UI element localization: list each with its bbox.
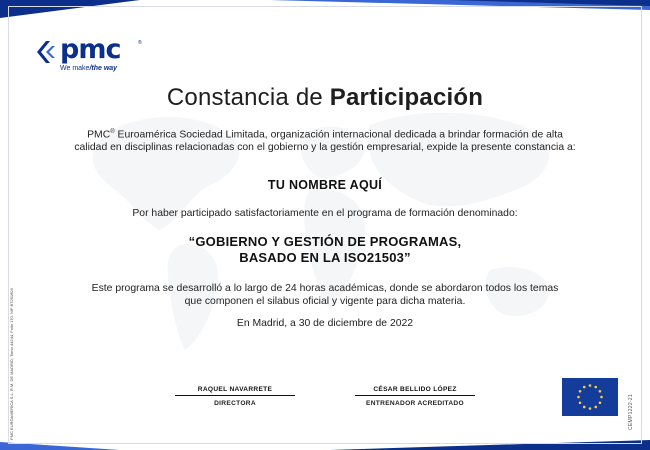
logo-tagline — [60, 65, 117, 72]
recipient-name: TU NOMBRE AQUÍ — [267, 178, 383, 192]
signature-block-trainer — [355, 386, 475, 407]
title-part-2: Participación — [329, 84, 484, 111]
intro-text: Euroamérica Sociedad Limitada, organización internacional dedicada a brindar formación de alta calidad en disciplinas relacionadas con el gobierno y la gestión empresarial, expide la presente constancia a: — [74, 129, 576, 154]
signature-name: RAQUEL NAVARRETE — [175, 386, 295, 396]
logo-tagline-b: /the way — [89, 65, 118, 72]
logo-tagline-a: We make — [60, 65, 90, 72]
program-title — [0, 234, 650, 266]
intro-registered: ® — [110, 129, 115, 135]
pmc-chevron-logo-icon — [34, 40, 58, 64]
pmc-logo — [34, 34, 154, 74]
place-and-date: En Madrid, a 30 de diciembre de 2022 — [236, 318, 414, 329]
intro-org: PMC — [87, 129, 111, 141]
program-title-line-1: “GOBIERNO Y GESTIÓN DE PROGRAMAS, — [188, 234, 462, 249]
program-description: Este programa se desarrolló a lo largo de 24 horas académicas, donde se abordaron todos los temas que componen el silabus oficial y vigente para dicha materia. — [91, 283, 559, 307]
intro-paragraph — [70, 126, 580, 154]
certificate-title — [0, 84, 650, 112]
participation-text: Por haber participado satisfactoriamente en el programa de formación denominado: — [132, 208, 518, 219]
title-part-1: Constancia de — [166, 84, 330, 111]
signature-block-director — [175, 386, 295, 407]
logo-wordmark: pmc — [60, 34, 121, 65]
signature-role: ENTRENADOR ACREDITADO — [366, 400, 464, 407]
logo-registered-mark: ® — [138, 40, 142, 46]
certificate-code: CEMP1222-21 — [628, 393, 634, 430]
legal-side-note: PMC EUROAMERICA S.L. R.M. DE MADRID, Tomo 44244, Folio 170. NIF B7261603 — [9, 288, 14, 440]
eu-flag-icon — [562, 378, 618, 416]
world-map-icon — [60, 80, 600, 380]
signature-name: CÉSAR BELLIDO LÓPEZ — [355, 386, 475, 396]
signature-role: DIRECTORA — [214, 400, 256, 407]
program-title-line-2: BASADO EN LA ISO21503” — [239, 250, 411, 265]
